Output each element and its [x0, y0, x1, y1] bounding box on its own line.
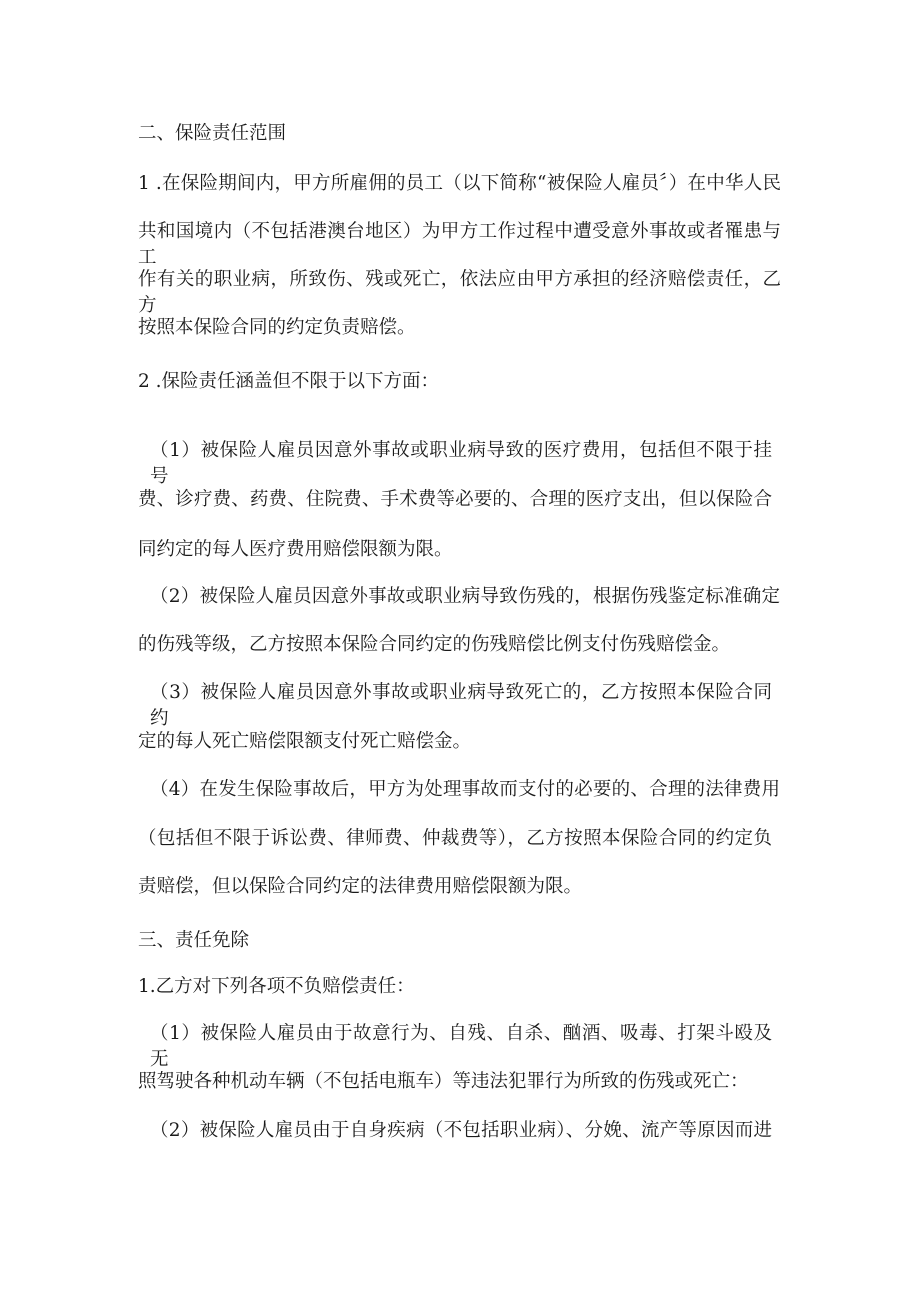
exclusion-item-1-line-2: 照驾驶各种机动车辆（不包括电瓶车）等违法犯罪行为所致的伤残或死亡： [138, 1071, 749, 1092]
section-heading-insurance-scope: 二、保险责任范围 [138, 123, 287, 144]
clause-2-item-3-line-2: 定的每人死亡赔偿限额支付死亡赔偿金。 [138, 731, 472, 752]
clause-2-item-4-line-3: 责赔偿，但以保险合同约定的法律费用赔偿限额为限。 [138, 876, 583, 897]
exclusion-item-1-line-1: （1）被保险人雇员由于故意行为、自残、自杀、酗酒、吸毒、打架斗殴及无 [150, 1023, 772, 1070]
clause-2-item-1-line-3: 同约定的每人医疗费用赔偿限额为限。 [138, 539, 453, 560]
clause-2-item-2-line-1: （2）被保险人雇员因意外事故或职业病导致伤残的，根据伤残鉴定标准确定 [150, 586, 780, 607]
clause-2-item-4-line-2: （包括但不限于诉讼费、律师费、仲裁费等），乙方按照本保险合同的约定负 [138, 828, 772, 849]
clause-2-item-1-line-1: （1）被保险人雇员因意外事故或职业病导致的医疗费用，包括但不限于挂号 [150, 440, 772, 487]
section-heading-exclusions: 三、责任免除 [138, 930, 250, 951]
clause-2-item-2-line-2: 的伤残等级，乙方按照本保险合同约定的伤残赔偿比例支付伤残赔偿金。 [138, 634, 731, 655]
clause-1-line-1: 1 .在保险期间内，甲方所雇佣的员工（以下简称“被保险人雇员〞）在中华人民 [138, 173, 781, 194]
clause-2-lead: 2 .保险责任涵盖但不限于以下方面： [138, 371, 440, 392]
clause-1-line-3: 作有关的职业病，所致伤、残或死亡，依法应由甲方承担的经济赔偿责任，乙方 [138, 269, 781, 316]
clause-1-line-2: 共和国境内（不包括港澳台地区）为甲方工作过程中遭受意外事故或者罹患与工 [138, 221, 781, 268]
exclusions-lead: 1.乙方对下列各项不负赔偿责任： [138, 976, 415, 997]
exclusion-item-2-line-1: （2）被保险人雇员由于自身疾病（不包括职业病）、分娩、流产等原因而进 [150, 1120, 772, 1141]
clause-1-line-4: 按照本保险合同的约定负责赔偿。 [138, 317, 416, 338]
clause-2-item-3-line-1: （3）被保险人雇员因意外事故或职业病导致死亡的，乙方按照本保险合同约 [150, 682, 772, 729]
clause-2-item-1-line-2: 费、诊疗费、药费、住院费、手术费等必要的、合理的医疗支出，但以保险合 [138, 489, 772, 510]
clause-2-item-4-line-1: （4）在发生保险事故后，甲方为处理事故而支付的必要的、合理的法律费用 [150, 779, 780, 800]
